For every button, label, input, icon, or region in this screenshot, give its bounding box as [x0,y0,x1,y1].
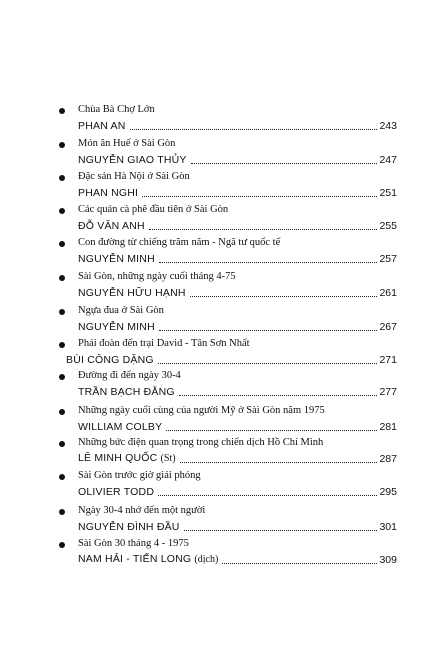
toc-entry [0,469,423,503]
entry-author: PHAN NGHI [78,187,139,199]
bullet-icon [59,142,65,148]
entry-author-line [78,218,397,233]
dot-leader [159,329,378,331]
entry-author: NGUYỄN MINH [78,321,155,333]
toc-entry [0,103,423,137]
dot-leader [184,529,378,531]
entry-author-note: (St) [160,453,176,464]
entry-author-line [78,384,397,399]
toc-entry [0,404,423,438]
bullet-icon [59,441,65,447]
entry-author: OLIVIER TODD [78,486,155,498]
entry-author: ĐỖ VĂN ANH [78,220,145,232]
entry-author-line [78,419,397,434]
entry-author-line [78,185,397,200]
entry-author-line [78,552,397,567]
entry-author-line [78,152,397,167]
entry-author: NAM HẢI - TIẾN LONG (dịch) [78,553,219,565]
entry-page-number: 309 [379,554,397,566]
entry-author: PHAN AN [78,120,126,132]
dot-leader [180,461,378,463]
bullet-icon [59,409,65,415]
entry-author-line [78,251,397,266]
bullet-icon [59,474,65,480]
bullet-icon [59,275,65,281]
toc-entry [0,137,423,171]
entry-title: Những ngày cuối cùng của người Mỹ ở Sài Gòn năm 1975 [78,405,325,416]
toc-entry [0,436,423,470]
entry-author-line [78,285,397,300]
bullet-icon [59,374,65,380]
toc-entry [0,304,423,338]
entry-title: Phái đoàn đến trại David - Tân Sơn Nhất [78,338,250,349]
entry-title: Những bức điện quan trọng trong chiến dịch Hồ Chí Minh [78,437,324,448]
entry-title: Các quán cà phê đầu tiên ở Sài Gòn [78,204,229,215]
entry-author-line [78,319,397,334]
entry-page-number: 277 [379,386,397,398]
entry-title: Món ăn Huế ở Sài Gòn [78,138,176,149]
entry-page-number: 255 [379,220,397,232]
toc-entry [0,337,423,371]
entry-author: TRẦN BẠCH ĐẰNG [78,386,175,398]
entry-author-line [78,451,397,466]
dot-leader [149,228,378,230]
entry-page-number: 271 [379,354,397,366]
dot-leader [191,162,378,164]
entry-page-number: 287 [379,453,397,465]
entry-title: Sài Gòn 30 tháng 4 - 1975 [78,538,189,549]
bullet-icon [59,108,65,114]
dot-leader [166,429,377,431]
dot-leader [158,494,377,496]
toc-entry [0,504,423,538]
toc-entry [0,203,423,237]
entry-author-line [78,118,397,133]
entry-page-number: 247 [379,154,397,166]
toc-entry [0,537,423,571]
entry-page-number: 267 [379,321,397,333]
entry-author: NGUYỄN ĐÌNH ĐẦU [78,521,180,533]
bullet-icon [59,309,65,315]
dot-leader [130,128,378,130]
toc-entry [0,236,423,270]
entry-title: Ngày 30-4 nhớ đến một người [78,505,206,516]
entry-title: Ngựa đua ở Sài Gòn [78,305,164,316]
entry-author: BÙI CÔNG DẶNG [66,354,154,366]
entry-author-line [66,352,397,367]
entry-author: LÊ MINH QUỐC (St) [78,452,176,464]
entry-title: Sài Gòn, những ngày cuối tháng 4-75 [78,271,236,282]
dot-leader [179,394,378,396]
entry-title: Con đường từ chiếng trăm năm - Ngã tư quốc tế [78,237,281,248]
dot-leader [142,195,377,197]
entry-page-number: 281 [379,421,397,433]
entry-author: WILLIAM COLBY [78,421,163,433]
entry-page-number: 301 [379,521,397,533]
entry-title: Chùa Bà Chợ Lớn [78,104,155,115]
entry-title: Sài Gòn trước giờ giải phóng [78,470,201,481]
entry-author-line [78,519,397,534]
bullet-icon [59,542,65,548]
entry-page-number: 295 [379,486,397,498]
dot-leader [159,261,378,263]
entry-title: Đặc sản Hà Nội ở Sài Gòn [78,171,190,182]
bullet-icon [59,175,65,181]
dot-leader [190,295,378,297]
bullet-icon [59,342,65,348]
toc-entry [0,369,423,403]
dot-leader [222,562,377,564]
entry-page-number: 257 [379,253,397,265]
bullet-icon [59,208,65,214]
entry-author: NGUYỄN MINH [78,253,155,265]
entry-page-number: 261 [379,287,397,299]
toc-entry [0,270,423,304]
bullet-icon [59,509,65,515]
entry-author-line [78,484,397,499]
bullet-icon [59,241,65,247]
dot-leader [158,362,378,364]
entry-author-note: (dịch) [194,554,219,565]
entry-page-number: 243 [379,120,397,132]
entry-author: NGUYỄN GIAO THỦY [78,154,187,166]
entry-title: Đường đi đến ngày 30-4 [78,370,181,381]
entry-author: NGUYỄN HỮU HẠNH [78,287,186,299]
entry-page-number: 251 [379,187,397,199]
toc-entry [0,170,423,204]
